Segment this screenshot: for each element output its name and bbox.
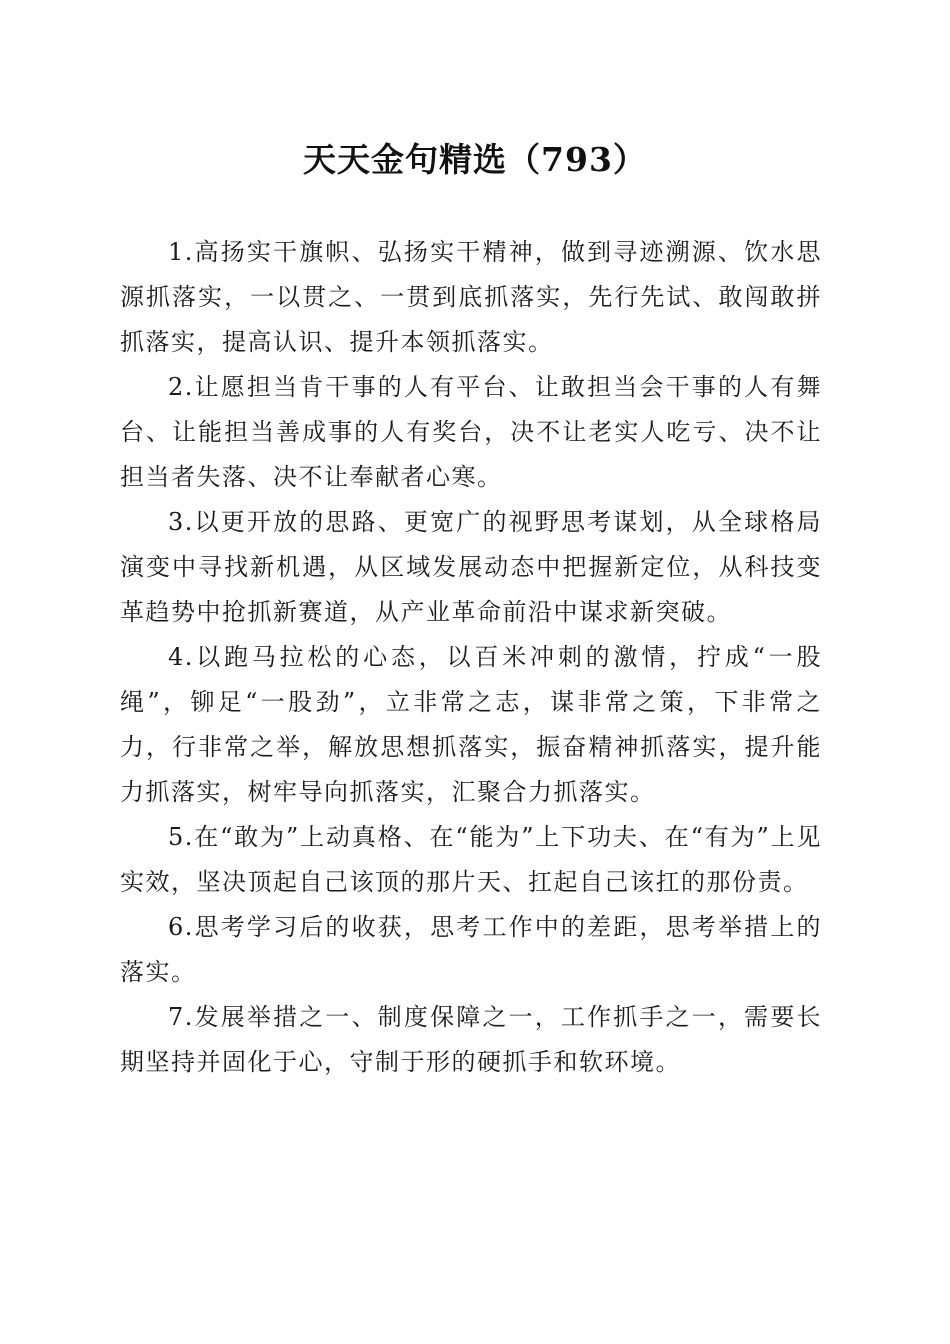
paragraph-4: 4.以跑马拉松的心态，以百米冲刺的激情，拧成“一股绳”，铆足“一股劲”，立非常之志，谋非常之策，下非常之力，行非常之举，解放思想抓落实，振奋精神抓落实，提升能力抓落实，树牢导向抓落实，汇聚合力抓落实。 — [120, 643, 822, 806]
paragraph-1: 1.高扬实干旗帜、弘扬实干精神，做到寻迹溯源、饮水思源抓落实，一以贯之、一贯到底抓落实，先行先试、敢闯敢拼抓落实，提高认识、提升本领抓落实。 — [120, 238, 822, 356]
paragraph-5: 5.在“敢为”上动真格、在“能为”上下功夫、在“有为”上见实效，坚决顶起自己该顶的那片天、扛起自己该扛的那份责。 — [120, 823, 822, 896]
paragraph-2: 2.让愿担当肯干事的人有平台、让敢担当会干事的人有舞台、让能担当善成事的人有奖台，决不让老实人吃亏、决不让担当者失落、决不让奉献者心寒。 — [120, 373, 822, 491]
page-title: 天天金句精选（793） — [303, 140, 647, 179]
paragraph-3: 3.以更开放的思路、更宽广的视野思考谋划，从全球格局演变中寻找新机遇，从区域发展动态中把握新定位，从科技变革趋势中抢抓新赛道，从产业革命前沿中谋求新突破。 — [120, 508, 822, 626]
document-body — [120, 230, 822, 1085]
paragraph-7: 7.发展举措之一、制度保障之一，工作抓手之一，需要长期坚持并固化于心，守制于形的硬抓手和软环境。 — [120, 1003, 822, 1076]
paragraph-6: 6.思考学习后的收获，思考工作中的差距，思考举措上的落实。 — [120, 913, 822, 986]
